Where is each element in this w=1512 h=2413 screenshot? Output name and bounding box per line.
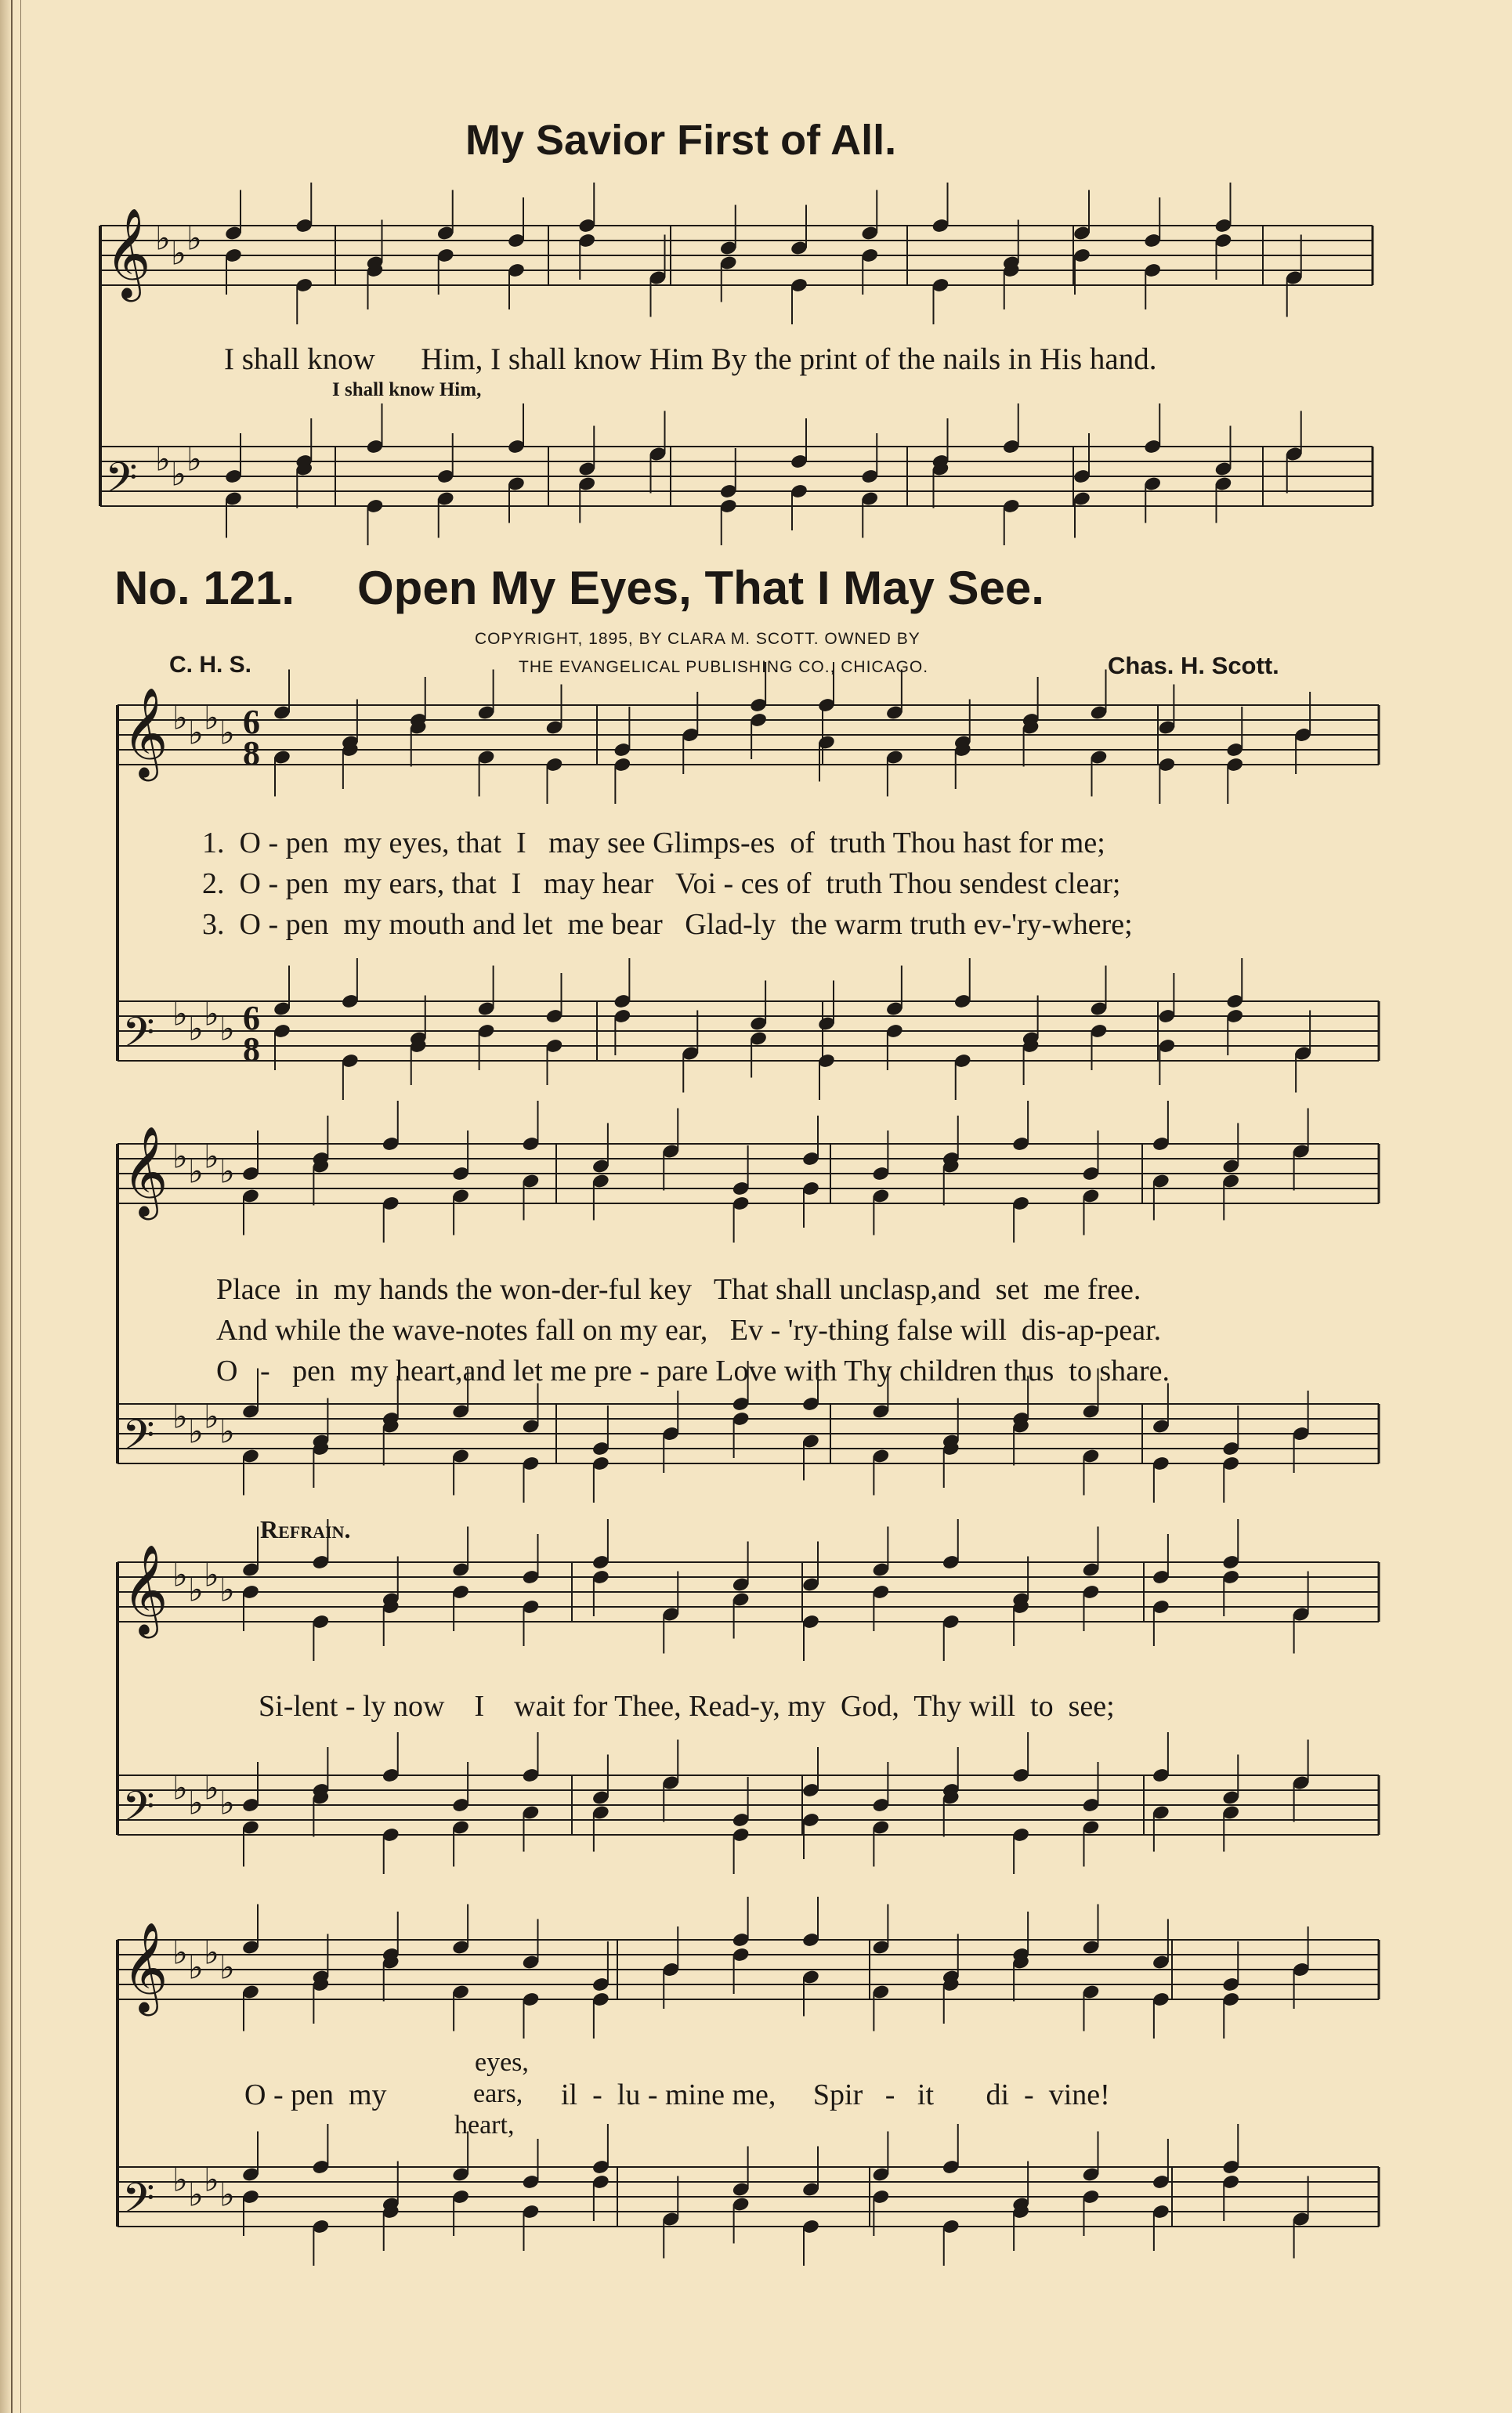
refrain-closing: il - lu - mine me, Spir - it di - vine! — [561, 2078, 1110, 2111]
copyright-line-1: COPYRIGHT, 1895, BY CLARA M. SCOTT. OWNED BY — [475, 630, 921, 648]
flat-icon: ♭ — [172, 1771, 188, 1807]
refrain-opening: O - pen my — [244, 2078, 387, 2111]
top-hymn-alto-cue: I shall know Him, — [332, 379, 482, 400]
bass-clef-icon: 𝄢 — [122, 1412, 155, 1469]
hymn-title: Open My Eyes, That I May See. — [357, 562, 1044, 614]
flat-icon: ♭ — [172, 997, 188, 1033]
flat-icon: ♭ — [172, 1557, 188, 1594]
flat-icon: ♭ — [219, 1011, 235, 1048]
treble-clef-icon: 𝄞 — [122, 1925, 168, 2011]
top-hymn-lyric: I shall know Him, I shall know Him By the print of the nails in His hand. — [224, 342, 1157, 376]
flat-icon: ♭ — [219, 1572, 235, 1609]
flat-icon: ♭ — [219, 1950, 235, 1987]
copyright-line-2: THE EVANGELICAL PUBLISHING CO., CHICAGO. — [519, 658, 929, 676]
verse-2-line-b: And while the wave-notes fall on my ear, Ev - 'ry-thing false will dis-ap-pear. — [216, 1314, 1162, 1347]
flat-icon: ♭ — [219, 715, 235, 752]
flat-icon: ♭ — [186, 442, 202, 479]
flat-icon: ♭ — [188, 1572, 204, 1609]
flat-icon: ♭ — [188, 2177, 204, 2214]
time-signature-top: 6 — [243, 703, 260, 742]
flat-icon: ♭ — [204, 1771, 219, 1807]
flat-icon: ♭ — [219, 1154, 235, 1191]
flat-icon: ♭ — [172, 700, 188, 737]
flat-icon: ♭ — [155, 442, 171, 479]
flat-icon: ♭ — [188, 1154, 204, 1191]
composer: Chas. H. Scott. — [1108, 652, 1279, 679]
refrain-choice-ears: ears, — [473, 2079, 523, 2108]
flat-icon: ♭ — [172, 1399, 188, 1436]
flat-icon: ♭ — [188, 715, 204, 752]
flat-icon: ♭ — [204, 2162, 219, 2199]
flat-icon: ♭ — [204, 997, 219, 1033]
verse-2-line-a: 2. O - pen my ears, that I may hear Voi - ces of truth Thou sendest clear; — [202, 867, 1121, 900]
flat-icon: ♭ — [204, 1557, 219, 1594]
flat-icon: ♭ — [204, 1935, 219, 1972]
flat-icon: ♭ — [204, 1399, 219, 1436]
flat-icon: ♭ — [171, 236, 186, 273]
flat-icon: ♭ — [155, 221, 171, 258]
bass-clef-icon: 𝄢 — [122, 1783, 155, 1840]
flat-icon: ♭ — [172, 1139, 188, 1176]
flat-icon: ♭ — [188, 1785, 204, 1822]
flat-icon: ♭ — [219, 2177, 235, 2214]
flat-icon: ♭ — [172, 1935, 188, 1972]
flat-icon: ♭ — [188, 1011, 204, 1048]
time-signature-bottom: 8 — [243, 734, 260, 772]
refrain-choice-heart: heart, — [454, 2111, 515, 2140]
flat-icon: ♭ — [188, 1950, 204, 1987]
refrain-line-1: Si-lent - ly now I wait for Thee, Read-y, my God, Thy will to see; — [259, 1690, 1115, 1723]
flat-icon: ♭ — [204, 700, 219, 737]
flat-icon: ♭ — [171, 457, 186, 494]
flat-icon: ♭ — [188, 1414, 204, 1451]
flat-icon: ♭ — [186, 221, 202, 258]
time-signature-bottom: 8 — [243, 1030, 260, 1069]
verse-1-line-b: Place in my hands the won-der-ful key That shall unclasp,and set me free. — [216, 1273, 1141, 1306]
treble-clef-icon: 𝄞 — [122, 1547, 168, 1633]
treble-clef-icon: 𝄞 — [122, 1129, 168, 1215]
flat-icon: ♭ — [219, 1414, 235, 1451]
flat-icon: ♭ — [172, 2162, 188, 2199]
flat-icon: ♭ — [204, 1139, 219, 1176]
flat-icon: ♭ — [219, 1785, 235, 1822]
verse-1-line-a: 1. O - pen my eyes, that I may see Glimps-es of truth Thou hast for me; — [202, 827, 1105, 859]
bass-clef-icon: 𝄢 — [122, 2175, 155, 2232]
refrain-choice-eyes: eyes, — [475, 2048, 529, 2077]
verse-3-line-b: O - pen my heart,and let me pre - pare Love with Thy children thus to share. — [216, 1355, 1170, 1387]
bass-clef-icon: 𝄢 — [105, 454, 138, 512]
refrain-label: Refrain. — [260, 1515, 351, 1543]
time-signature-top: 6 — [243, 999, 260, 1038]
treble-clef-icon: 𝄞 — [122, 690, 168, 776]
author-initials: C. H. S. — [169, 652, 252, 678]
top-hymn-title: My Savior First of All. — [465, 117, 897, 164]
verse-3-line-a: 3. O - pen my mouth and let me bear Glad-ly the warm truth ev-'ry-where; — [202, 908, 1133, 941]
treble-clef-icon: 𝄞 — [105, 211, 151, 297]
hymn-number: No. 121. — [114, 562, 295, 614]
bass-clef-icon: 𝄢 — [122, 1009, 155, 1066]
